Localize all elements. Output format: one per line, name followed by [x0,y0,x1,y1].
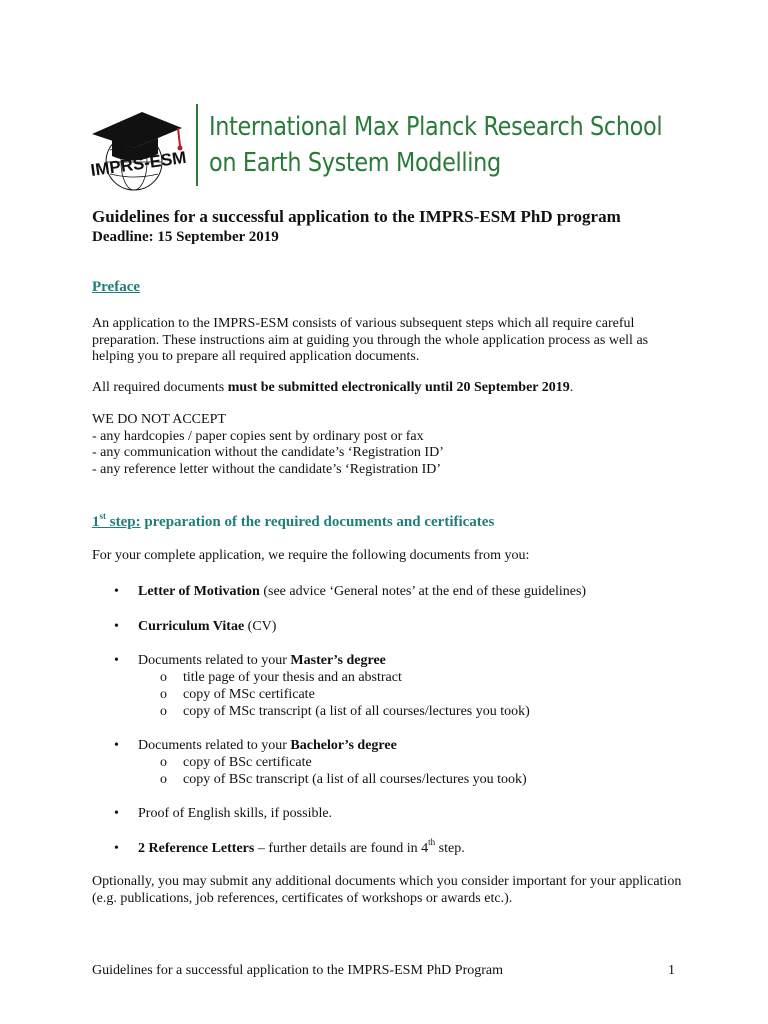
submission-paragraph: All required documents must be submitted electronically until 20 September 2019. [92,380,574,395]
preface-paragraph: An application to the IMPRS-ESM consists of various subsequent steps which all require careful preparation. These instructions aim at guiding you through the whole application process as well as helping you to prepare all required application documents. [92,316,649,364]
not-accept-item: - any reference letter without the candidate’s ‘Registration ID’ [92,461,442,477]
not-accept-item: - any hardcopies / paper copies sent by ordinary post or fax [92,428,424,444]
document-title: Guidelines for a successful application to the IMPRS-ESM PhD program [92,207,621,226]
list-item: • 2 Reference Letters – further details are found in 4th step. [114,837,465,856]
step1-intro: For your complete application, we require the following documents from you: [92,548,530,563]
sub-list-item: o copy of BSc transcript (a list of all courses/lectures you took) [160,772,527,787]
not-accept-item: - any communication without the candidate’s ‘Registration ID’ [92,445,444,460]
step1-heading: 1st step: preparation of the required documents and certificates [92,511,495,530]
sub-list-item: o copy of BSc certificate [160,755,312,770]
page-number: 1 [668,963,675,978]
list-item: • Letter of Motivation (see advice ‘General notes’ at the end of these guidelines) [114,584,587,599]
optional-paragraph: Optionally, you may submit any additional documents which you consider important for your application (e.g. publications, job references, certificates of workshops or awards etc.). [92,874,682,906]
page-footer: Guidelines for a successful application to the IMPRS-ESM PhD Program [92,963,504,978]
sub-list-item: o title page of your thesis and an abstract [160,670,402,685]
not-accept-heading: WE DO NOT ACCEPT [92,412,226,427]
list-item: • Documents related to your Bachelor’s degree [114,738,397,753]
not-accept-block [92,412,682,478]
sub-list-item: o copy of MSc transcript (a list of all courses/lectures you took) [160,704,530,719]
deadline: Deadline: 15 September 2019 [92,229,279,245]
sub-list-item: o copy of MSc certificate [160,687,315,702]
list-item: • Proof of English skills, if possible. [114,806,333,821]
org-name-line1: International Max Planck Research School [209,112,663,142]
imprs-esm-logo [88,100,208,200]
preface-heading: Preface [92,279,141,295]
logo-divider [196,104,198,186]
org-name-line2: on Earth System Modelling [209,148,501,178]
logo-text: IMPRS-ESM [89,147,188,181]
list-item: • Curriculum Vitae (CV) [114,619,277,634]
list-item: • Documents related to your Master’s degree [114,653,386,668]
